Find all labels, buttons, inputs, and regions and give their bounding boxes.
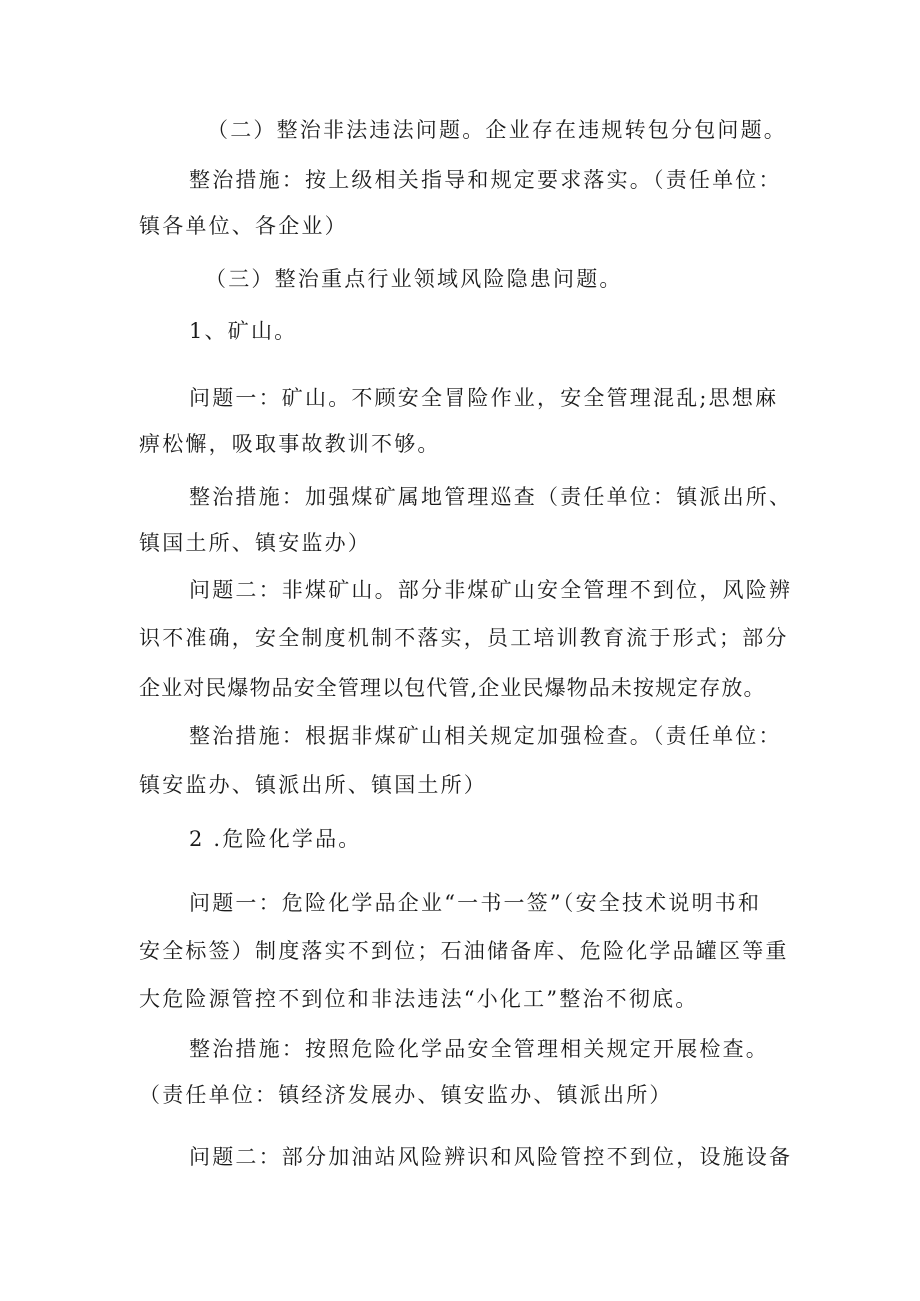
problem-paragraph-line: 问题一：危险化学品企业“一书一签”（安全技术说明书和 xyxy=(189,891,762,915)
measure-paragraph-line: （责任单位：镇经济发展办、镇安监办、镇派出所） xyxy=(139,1083,673,1107)
measure-paragraph-line: 整治措施：按照危险化学品安全管理相关规定开展检查。 xyxy=(189,1037,769,1061)
problem-paragraph-line: 企业对民爆物品安全管理以包代管,企业民爆物品未按规定存放。 xyxy=(139,676,766,700)
problem-paragraph-line: 安全标签）制度落实不到位；石油储备库、危险化学品罐区等重 xyxy=(139,939,789,963)
measure-paragraph-line: 镇国土所、镇安监办） xyxy=(139,531,371,555)
heading-key-industries: （三）整治重点行业领域风险隐患问题。 xyxy=(205,267,623,291)
measure-paragraph-line: 镇安监办、镇派出所、镇国土所） xyxy=(139,773,487,797)
subheading-mines: 1、矿山。 xyxy=(189,319,298,343)
problem-paragraph-line: 问题二：非煤矿山。部分非煤矿山安全管理不到位，风险辨 xyxy=(189,578,793,602)
measure-paragraph-line: 整治措施：加强煤矿属地管理巡查（责任单位：镇派出所、 xyxy=(189,485,793,509)
problem-paragraph-line: 识不准确，安全制度机制不落实，员工培训教育流于形式；部分 xyxy=(139,626,789,650)
measure-paragraph-line: 整治措施：根据非煤矿山相关规定加强检查。（责任单位： xyxy=(189,724,782,748)
problem-paragraph-line: 大危险源管控不到位和非法违法“小化工”整治不彻底。 xyxy=(139,987,699,1011)
problem-paragraph-line: 问题一：矿山。不顾安全冒险作业，安全管理混乱;思想麻 xyxy=(189,386,779,410)
measure-paragraph-line: 整治措施：按上级相关指导和规定要求落实。（责任单位： xyxy=(189,168,782,192)
problem-paragraph-line: 问题二：部分加油站风险辨识和风险管控不到位，设施设备 xyxy=(189,1145,793,1169)
problem-paragraph-line: 痹松懈，吸取事故教训不够。 xyxy=(139,432,441,456)
subheading-hazardous-chemicals: 2 .危险化学品。 xyxy=(189,827,362,851)
measure-paragraph-line: 镇各单位、各企业） xyxy=(139,214,348,238)
heading-illegal-violations: （二）整治非法违法问题。企业存在违规转包分包问题。 xyxy=(207,118,787,142)
